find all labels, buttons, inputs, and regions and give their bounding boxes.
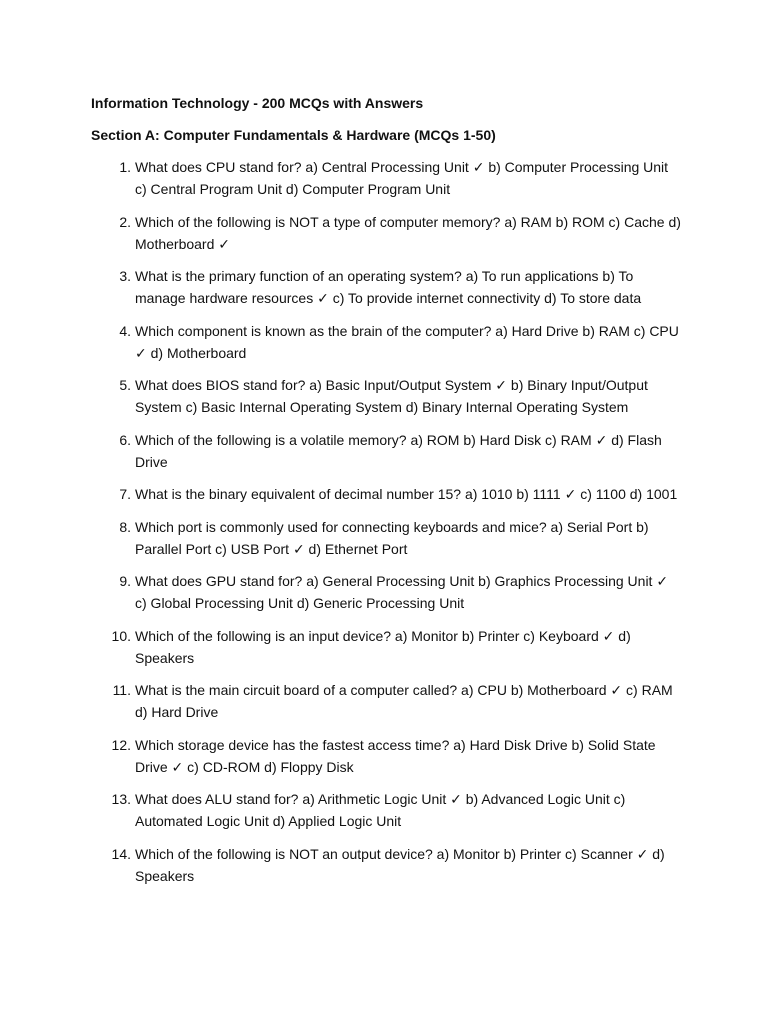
mcq-item: [91, 483, 681, 505]
mcq-number: 10.: [111, 627, 131, 644]
mcq-number: 14.: [111, 845, 131, 862]
mcq-item: [91, 843, 681, 887]
mcq-text: What is the binary equivalent of decimal number 15? a) 1010 b) 1111 ✓ c) 1100 d) 1001: [135, 486, 678, 502]
mcq-text: Which of the following is NOT a type of computer memory? a) RAM b) ROM c) Cache d) Motherboard ✓: [135, 213, 681, 252]
mcq-number: 1.: [119, 159, 131, 175]
mcq-number: 11.: [112, 682, 131, 698]
mcq-number: 2.: [119, 213, 131, 230]
document-title: Information Technology - 200 MCQs with Answers: [91, 95, 424, 111]
mcq-number: 5.: [119, 377, 131, 393]
mcq-number: 8.: [119, 518, 131, 535]
mcq-text: Which of the following is an input device? a) Monitor b) Printer c) Keyboard ✓ d) Speakers: [135, 627, 631, 666]
mcq-item: [91, 516, 681, 560]
mcq-number: 7.: [119, 486, 131, 502]
mcq-item: [91, 625, 681, 669]
document-content: [91, 92, 681, 897]
mcq-list: [91, 156, 681, 887]
mcq-item: [91, 429, 681, 473]
mcq-text: What does CPU stand for? a) Central Processing Unit ✓ b) Computer Processing Unit c) Central Program Unit d) Computer Program Unit: [135, 159, 669, 197]
mcq-item: [91, 156, 681, 200]
mcq-text: What is the primary function of an operating system? a) To run applications b) To manage hardware resources ✓ c) To provide internet connectivity d) To store data: [135, 268, 642, 306]
mcq-item: [91, 788, 681, 832]
mcq-number: 4.: [119, 322, 131, 339]
mcq-number: 6.: [119, 431, 131, 448]
mcq-item: [91, 734, 681, 778]
mcq-text: Which component is known as the brain of the computer? a) Hard Drive b) RAM c) CPU ✓ d) Motherboard: [135, 322, 679, 361]
mcq-item: [91, 374, 681, 418]
mcq-item: [91, 265, 681, 309]
mcq-item: [91, 320, 681, 364]
mcq-item: [91, 679, 681, 723]
section-heading: Section A: Computer Fundamentals & Hardware (MCQs 1-50): [91, 127, 496, 143]
mcq-text: Which port is commonly used for connecting keyboards and mice? a) Serial Port b) Parallel Port c) USB Port ✓ d) Ethernet Port: [135, 518, 649, 557]
mcq-text: What does GPU stand for? a) General Processing Unit b) Graphics Processing Unit ✓ c) Global Processing Unit d) Generic Processing Unit: [135, 573, 669, 611]
mcq-text: Which of the following is NOT an output device? a) Monitor b) Printer c) Scanner ✓ d) Speakers: [135, 845, 665, 884]
mcq-number: 9.: [119, 573, 131, 589]
mcq-text: Which storage device has the fastest access time? a) Hard Disk Drive b) Solid State Drive ✓ c) CD-ROM d) Floppy Disk: [135, 736, 656, 775]
mcq-number: 3.: [119, 268, 131, 284]
mcq-item: [91, 570, 681, 614]
mcq-text: What is the main circuit board of a computer called? a) CPU b) Motherboard ✓ c) RAM d) Hard Drive: [135, 682, 673, 720]
mcq-number: 12.: [111, 736, 131, 753]
mcq-text: What does BIOS stand for? a) Basic Input/Output System ✓ b) Binary Input/Output System c) Basic Internal Operating System d) Binary Internal Operating System: [135, 377, 648, 415]
mcq-number: 13.: [111, 791, 131, 807]
mcq-text: Which of the following is a volatile memory? a) ROM b) Hard Disk c) RAM ✓ d) Flash Drive: [135, 431, 662, 470]
mcq-text: What does ALU stand for? a) Arithmetic Logic Unit ✓ b) Advanced Logic Unit c) Automated Logic Unit d) Applied Logic Unit: [135, 791, 626, 829]
mcq-item: [91, 211, 681, 255]
